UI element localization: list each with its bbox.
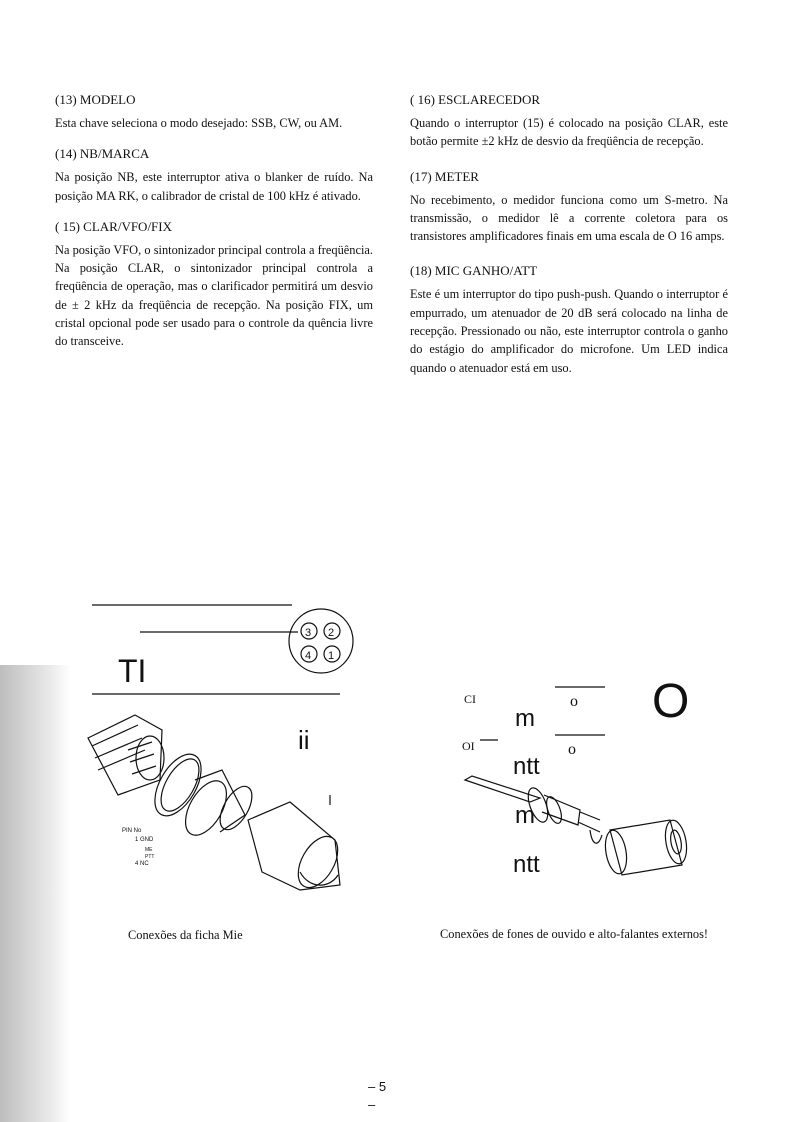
figure-label-ii: ii [298,725,310,755]
figure-label: o [568,741,576,758]
ring-drawing [145,747,210,824]
figure-label: m [515,705,535,732]
caption-phones-connections: Conexões de fones de ouvido e alto-falantes externos! [440,927,709,941]
pin-table-row: 4 NC [135,861,149,867]
section-body: Este é um interruptor do tipo push-push. Quando o interruptor é empurrado, um atenuador de 20 dB será colocado na linha de recepção. Pressionado ou não, este interruptor controla o ganho do estágio do amplificador do microfone. Um LED indica quando o atenuador está em uso. [410,287,728,375]
figure-label: OI [462,739,475,753]
ring-drawing [153,753,206,817]
section-heading: ( 16) ESCLARECEDOR [410,92,540,107]
figure-label: ntt [513,851,540,878]
pin-number: 1 [328,650,335,662]
figure-label: ntt [513,753,540,780]
connector-face [289,609,353,673]
section-13-modelo [55,92,373,132]
section-body: Na posição VFO, o sintonizador principal controla a freqüência. Na posição CLAR, o sintonizador principal controla a freqüência de operação, mas o clarificador permitirá um desvio de ± 2 kHz da freqüência de recepção. Na posição FIX, um cristal opcional pode ser usado para o controle da quência livre do transceive. [55,242,373,349]
pin-number: 4 [305,650,312,662]
figure-label: CI [464,692,476,706]
section-heading: (14) NB/MARCA [55,146,150,162]
section-18-mic-ganho-att [410,263,728,376]
section-15-clar-vfo-fix [55,219,373,351]
section-body: Na posição NB, este interruptor ativa o blanker de ruído. Na posição MA RK, o calibrador de cristal de 100 kHz é ativado. [55,170,373,203]
page-number-dash: – [368,1097,376,1112]
pin-table-row: 1 GND [135,837,154,843]
mic-connector-figure [0,590,400,900]
section-body: No recebimento, o medidor funciona como um S-metro. Na transmissão, o medidor lê a corrente coletora para os transistores amplificadores finais em uma escala de O 16 amps. [410,192,728,244]
figure-label-big-o: O [652,675,690,728]
section-body: Esta chave seleciona o modo desejado: SSB, CW, ou AM. [55,116,343,130]
section-14-nb-marca [55,146,373,205]
pin-table-header: PIN No [122,828,142,834]
sleeve-drawing [602,819,689,876]
page-number [368,1078,386,1114]
phones-connection-figure [450,660,710,890]
plug-body-drawing [88,715,164,795]
right-column [410,92,728,395]
figure-label: o [570,693,578,710]
section-17-meter [410,169,728,246]
figure-label-ti: TI [118,653,147,689]
section-16-esclarecedor [410,92,728,151]
pin-table-row: PTT [145,854,155,860]
pin-table-row: ME [145,847,153,853]
page-number-value: – 5 [368,1079,387,1094]
figure-label: m [515,802,535,829]
section-heading: ( 15) CLAR/VFO/FIX [55,218,173,234]
section-body: Quando o interruptor (15) é colocado na posição CLAR, este botão permite ±2 kHz de desvio da freqüência de recepção. [410,116,728,149]
section-heading: (18) MIC GANHO/ATT [410,263,538,279]
left-column [55,92,373,365]
pin-number: 2 [328,627,335,639]
pin-number: 3 [305,627,312,639]
section-heading: (17) METER [410,168,479,184]
caption-mic-connections: Conexões da ficha Mie [128,928,243,942]
housing-drawing [248,795,346,894]
section-heading: (13) MODELO [55,92,136,107]
sleeve-drawing [177,770,258,842]
